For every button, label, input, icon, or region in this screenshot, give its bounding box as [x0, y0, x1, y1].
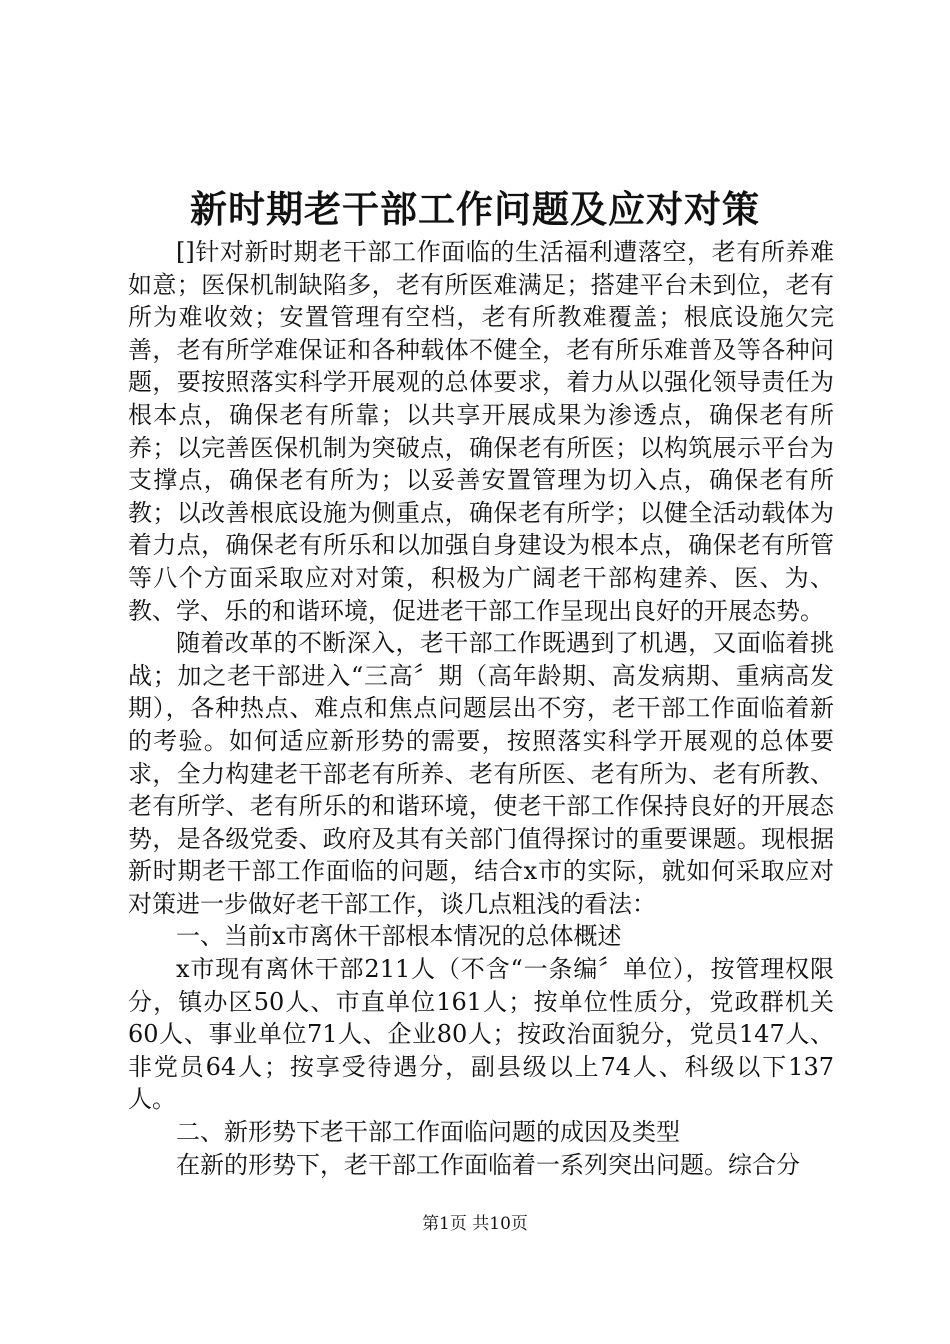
- document-title: 新时期老干部工作问题及应对对策: [190, 187, 760, 231]
- page-footer: 第1页 共10页: [422, 1214, 528, 1234]
- paragraph-overview: x市现有离休干部211人（不含“一条编〞单位），按管理权限分，镇办区50人、市直单位161人；按单位性质分，党政群机关60人、事业单位71人、企业80人；按政治面貌分，党员147人、非党员64人；按享受待遇分，副县级以上74人、科级以下137人。: [128, 955, 834, 1114]
- document-body: [128, 236, 834, 1181]
- paragraph-problems: 在新的形势下，老干部工作面临着一系列突出问题。综合分: [176, 1150, 800, 1179]
- section-heading-2: 二、新形势下老干部工作面临问题的成因及类型: [176, 1118, 680, 1147]
- paragraph-introduction: 随着改革的不断深入，老干部工作既遇到了机遇，又面临着挑战；加之老干部进入“三高〞期（高年龄期、高发病期、重病高发期），各种热点、难点和焦点问题层出不穷，老干部工作面临着新的考验。如何适应新形势的需要，按照落实科学开展观的总体要求，全力构建老干部老有所养、老有所医、老有所为、老有所教、老有所学、老有所乐的和谐环境，使老干部工作保持良好的开展态势，是各级党委、政府及其有关部门值得探讨的重要课题。现根据新时期老干部工作面临的问题，结合x市的实际，就如何采取应对对策进一步做好老干部工作，谈几点粗浅的看法：: [128, 629, 834, 918]
- paragraph-abstract: []针对新时期老干部工作面临的生活福利遭落空，老有所养难如意；医保机制缺陷多，老有所医难满足；搭建平台未到位，老有所为难收效；安置管理有空档，老有所教难覆盖；根底设施欠完善，老有所学难保证和各种载体不健全，老有所乐难普及等各种问题，要按照落实科学开展观的总体要求，着力从以强化领导责任为根本点，确保老有所靠；以共享开展成果为渗透点，确保老有所养；以完善医保机制为突破点，确保老有所医；以构筑展示平台为支撑点，确保老有所为；以妥善安置管理为切入点，确保老有所教；以改善根底设施为侧重点，确保老有所学；以健全活动载体为着力点，确保老有所乐和以加强自身建设为根本点，确保老有所管等八个方面采取应对对策，积极为广阔老干部构建养、医、为、教、学、乐的和谐环境，促进老干部工作呈现出良好的开展态势。: [128, 238, 834, 625]
- section-heading-1: 一、当前x市离休干部根本情况的总体概述: [176, 922, 622, 951]
